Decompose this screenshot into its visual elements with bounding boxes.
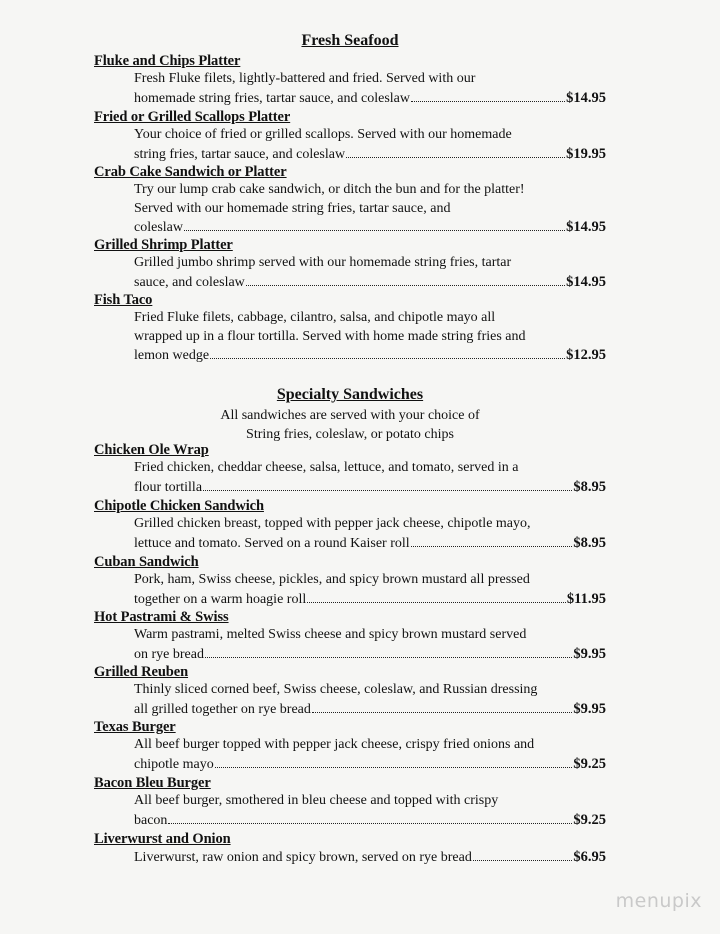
item-name: Texas Burger <box>94 719 176 735</box>
desc-last-line <box>134 89 606 109</box>
item-description <box>134 848 606 868</box>
item-name: Cuban Sandwich <box>94 554 199 570</box>
dot-leader <box>411 90 565 102</box>
desc-line: Warm pastrami, melted Swiss cheese and spicy brown mustard served <box>134 627 527 642</box>
desc-line: All beef burger topped with pepper jack cheese, crispy fried onions and <box>134 737 535 752</box>
desc-last-text: sauce, and coleslaw <box>134 274 245 290</box>
item-description <box>134 571 606 609</box>
desc-line: Pork, ham, Swiss cheese, pickles, and spicy brown mustard all pressed <box>134 572 530 587</box>
desc-last-line <box>134 218 606 238</box>
desc-last-line <box>134 145 606 165</box>
item-name: Grilled Shrimp Platter <box>94 237 233 253</box>
desc-last-line <box>134 811 606 831</box>
desc-line: All beef burger, smothered in bleu cheese and topped with crispy <box>134 793 499 808</box>
dot-leader <box>307 591 566 603</box>
menu-item-texas-burger <box>94 718 606 774</box>
desc-last-line <box>134 273 606 293</box>
desc-last-line <box>134 755 606 775</box>
desc-line: Fried Fluke filets, cabbage, cilantro, salsa, and chipotle mayo all <box>134 310 496 325</box>
item-price: $8.95 <box>573 478 606 495</box>
menu-item-bacon-bleu-burger <box>94 774 606 830</box>
dot-leader <box>184 219 565 231</box>
item-description <box>134 736 606 774</box>
item-description <box>134 309 606 366</box>
item-name: Crab Cake Sandwich or Platter <box>94 164 287 180</box>
item-description <box>134 254 606 292</box>
desc-last-line <box>134 590 606 610</box>
item-price: $19.95 <box>566 145 606 162</box>
desc-last-text: bacon <box>134 812 168 828</box>
menu-item-chipotle-chicken <box>94 497 606 553</box>
menu-item-cuban-sandwich <box>94 553 606 609</box>
menu-item-fluke-and-chips <box>94 52 606 108</box>
item-price: $11.95 <box>566 590 606 607</box>
desc-last-text: Liverwurst, raw onion and spicy brown, served on rye bread <box>134 850 472 865</box>
desc-line: Served with our homemade string fries, tartar sauce, and <box>134 200 451 216</box>
desc-line: Your choice of fried or grilled scallops. Served with our homemade <box>134 127 512 142</box>
desc-last-line <box>134 346 606 366</box>
item-price: $12.95 <box>566 347 606 363</box>
item-name: Liverwurst and Onion <box>94 831 231 847</box>
item-description <box>134 181 606 238</box>
menupix-watermark: menupix <box>615 890 702 912</box>
desc-last-text: on rye bread <box>134 646 204 662</box>
item-name: Fried or Grilled Scallops Platter <box>94 109 291 125</box>
item-description <box>134 459 606 497</box>
desc-last-text: coleslaw <box>134 220 183 235</box>
menu-item-scallops-platter <box>94 108 606 164</box>
dot-leader <box>210 347 565 359</box>
item-price: $9.25 <box>573 755 606 772</box>
desc-last-text: lettuce and tomato. Served on a round Kaiser roll <box>134 535 410 551</box>
desc-line: Fresh Fluke filets, lightly-battered and fried. Served with our <box>134 71 476 86</box>
item-name: Grilled Reuben <box>94 664 189 680</box>
dot-leader <box>346 146 565 158</box>
dot-leader <box>473 849 573 861</box>
desc-line: Try our lump crab cake sandwich, or ditch the bun and for the platter! <box>134 182 525 197</box>
item-description <box>134 681 606 719</box>
desc-line: Thinly sliced corned beef, Swiss cheese, coleslaw, and Russian dressing <box>134 682 538 697</box>
item-name: Fluke and Chips Platter <box>94 53 241 69</box>
section-title-fresh-seafood: Fresh Seafood <box>301 32 399 49</box>
dot-leader <box>203 479 572 491</box>
item-price: $8.95 <box>573 534 606 551</box>
dot-leader <box>205 646 572 658</box>
item-description <box>134 126 606 164</box>
item-description <box>134 626 606 664</box>
menu-item-hot-pastrami <box>94 608 606 664</box>
section-subtitle-line: String fries, coleslaw, or potato chips <box>246 427 454 442</box>
section-title-specialty-sandwiches: Specialty Sandwiches <box>276 386 424 403</box>
desc-line: Grilled jumbo shrimp served with our homemade string fries, tartar <box>134 255 512 270</box>
item-name: Chipotle Chicken Sandwich <box>94 498 264 514</box>
desc-last-text: string fries, tartar sauce, and coleslaw <box>134 146 346 162</box>
desc-last-text: homemade string fries, tartar sauce, and coleslaw <box>134 90 411 106</box>
dot-leader <box>168 812 572 824</box>
item-price: $14.95 <box>566 89 606 106</box>
menu-item-grilled-reuben <box>94 663 606 719</box>
item-name: Chicken Ole Wrap <box>94 442 209 458</box>
section-subtitle-line: All sandwiches are served with your choice of <box>220 408 480 423</box>
desc-last-text: flour tortilla <box>134 479 203 495</box>
desc-last-text: all grilled together on rye bread <box>134 701 311 717</box>
desc-last-line <box>134 700 606 720</box>
menu-item-liverwurst-and-onion <box>94 830 606 868</box>
desc-line: Fried chicken, cheddar cheese, salsa, lettuce, and tomato, served in a <box>134 460 519 475</box>
dot-leader <box>312 701 573 713</box>
item-price: $6.95 <box>573 849 606 865</box>
item-price: $9.25 <box>573 811 606 828</box>
item-price: $14.95 <box>566 273 606 290</box>
desc-last-text: together on a warm hoagie roll <box>134 591 307 607</box>
desc-last-line <box>134 478 606 498</box>
item-description <box>134 792 606 830</box>
desc-line: wrapped up in a flour tortilla. Served with home made string fries and <box>134 328 526 344</box>
item-price: $9.95 <box>573 700 606 717</box>
menu-item-chicken-ole-wrap <box>94 441 606 497</box>
desc-last-text: chipotle mayo <box>134 756 214 772</box>
desc-last-line <box>134 534 606 554</box>
dot-leader <box>246 274 565 286</box>
item-description <box>134 515 606 553</box>
desc-last-line <box>134 848 606 868</box>
item-name: Fish Taco <box>94 292 153 308</box>
menu-item-crab-cake <box>94 163 606 238</box>
desc-last-text: lemon wedge <box>134 348 210 363</box>
dot-leader <box>215 756 573 768</box>
menu-item-fish-taco <box>94 291 606 366</box>
desc-last-line <box>134 645 606 665</box>
item-price: $14.95 <box>566 219 606 235</box>
item-description <box>134 70 606 108</box>
item-name: Hot Pastrami & Swiss <box>94 609 229 625</box>
item-price: $9.95 <box>573 645 606 662</box>
menu-item-grilled-shrimp <box>94 236 606 292</box>
dot-leader <box>411 535 573 547</box>
item-name: Bacon Bleu Burger <box>94 775 211 791</box>
desc-line: Grilled chicken breast, topped with pepper jack cheese, chipotle mayo, <box>134 516 531 531</box>
